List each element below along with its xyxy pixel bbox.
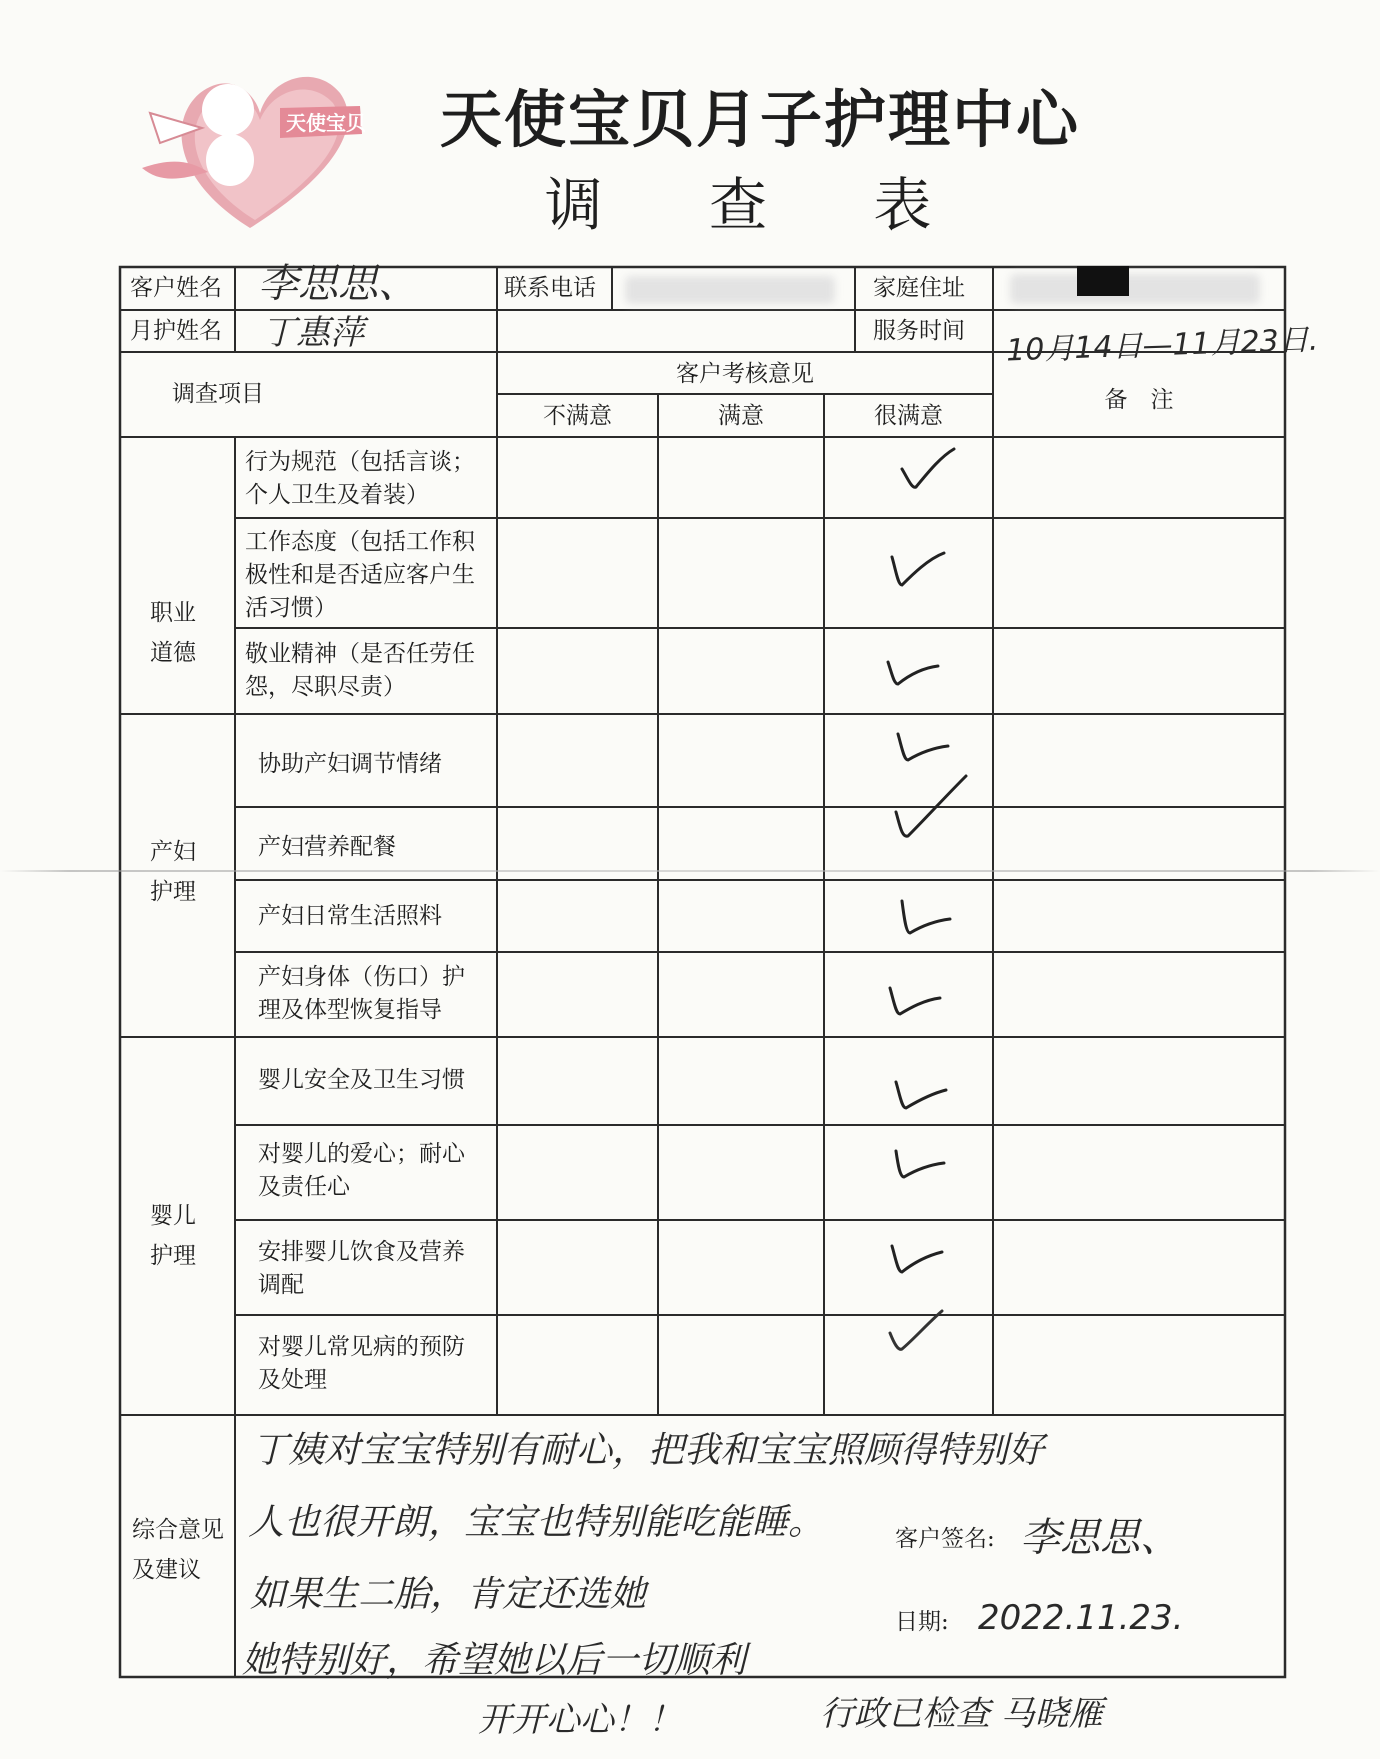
date-label: 日期: bbox=[895, 1609, 949, 1635]
checkmark-icon bbox=[884, 1305, 946, 1357]
customer-name-label: 客户姓名 bbox=[130, 275, 222, 301]
phone-label: 联系电话 bbox=[504, 275, 596, 301]
checkmark-icon bbox=[892, 726, 954, 778]
checkmark-icon bbox=[886, 545, 948, 597]
checkmark-icon bbox=[890, 1072, 952, 1124]
checkmark-icon bbox=[882, 648, 944, 700]
nurse-name-value: 丁惠萍 bbox=[262, 313, 364, 353]
summary-label: 综合意见 及建议 bbox=[132, 1517, 224, 1583]
phone-redacted bbox=[625, 276, 835, 304]
customer-name-value: 李思思、 bbox=[258, 261, 418, 307]
page-subtitle: 调 查 表 bbox=[544, 171, 976, 239]
survey-item-header: 调查项目 bbox=[172, 381, 264, 407]
item-text: 婴儿安全及卫生习惯 bbox=[258, 1067, 465, 1093]
address-blurred bbox=[1010, 274, 1260, 304]
address-redaction-box bbox=[1077, 266, 1129, 296]
signature-label: 客户签名: bbox=[895, 1526, 995, 1552]
service-time-label: 服务时间 bbox=[873, 318, 965, 344]
remarks-header: 备 注 bbox=[1104, 387, 1174, 413]
signature-value: 李思思、 bbox=[1020, 1515, 1180, 1561]
item-text: 对婴儿常见病的预防 及处理 bbox=[258, 1334, 465, 1393]
comment-line-5: 开开心心！！ bbox=[478, 1700, 682, 1740]
checkmark-icon bbox=[896, 895, 958, 947]
item-text: 产妇营养配餐 bbox=[258, 834, 396, 860]
checkmark-icon bbox=[884, 978, 946, 1030]
logo-text: 天使宝贝 bbox=[286, 111, 366, 135]
address-label: 家庭住址 bbox=[873, 275, 965, 301]
group-label-baby-care: 婴儿 护理 bbox=[150, 1203, 196, 1269]
group-label-professional-ethics: 职业 道德 bbox=[150, 600, 196, 666]
item-text: 产妇日常生活照料 bbox=[258, 903, 442, 929]
nurse-name-label: 月护姓名 bbox=[130, 318, 222, 344]
col-satisfied: 满意 bbox=[718, 403, 764, 429]
item-text: 敬业精神（是否任劳任 怨，尽职尽责） bbox=[245, 641, 475, 700]
checkmark-icon bbox=[896, 445, 958, 497]
comment-line-2: 人也很开朗，宝宝也特别能吃能睡。 bbox=[248, 1502, 825, 1543]
customer-opinion-header: 客户考核意见 bbox=[676, 361, 814, 387]
comment-line-4: 她特别好，希望她以后一切顺利 bbox=[242, 1640, 747, 1681]
service-time-value: 10月14日—11月23日. bbox=[1005, 322, 1319, 369]
paper-fold-line bbox=[0, 870, 1380, 872]
item-text: 行为规范（包括言谈； 个人卫生及着装） bbox=[245, 449, 475, 508]
col-unsatisfied: 不满意 bbox=[543, 403, 612, 429]
comment-line-3: 如果生二胎，肯定还选她 bbox=[250, 1574, 647, 1615]
item-text: 安排婴儿饮食及营养 调配 bbox=[258, 1239, 465, 1298]
footer-inspection-note: 行政已检查 马晓雁 bbox=[820, 1694, 1103, 1734]
checkmark-icon bbox=[886, 1232, 948, 1284]
col-very-satisfied: 很满意 bbox=[874, 403, 943, 429]
checkmark-icon bbox=[890, 772, 970, 852]
item-text: 协助产妇调节情绪 bbox=[258, 751, 442, 777]
item-text: 对婴儿的爱心；耐心 及责任心 bbox=[258, 1141, 465, 1200]
item-text: 工作态度（包括工作积 极性和是否适应客户生 活习惯） bbox=[245, 529, 475, 621]
date-value: 2022.11.23. bbox=[978, 1598, 1184, 1638]
comment-line-1: 丁姨对宝宝特别有耐心，把我和宝宝照顾得特别好 bbox=[252, 1430, 1045, 1471]
item-text: 产妇身体（伤口）护 理及体型恢复指导 bbox=[258, 964, 465, 1023]
group-label-mother-care: 产妇 护理 bbox=[150, 839, 196, 905]
checkmark-icon bbox=[890, 1145, 952, 1197]
page-title: 天使宝贝月子护理中心 bbox=[439, 83, 1080, 156]
